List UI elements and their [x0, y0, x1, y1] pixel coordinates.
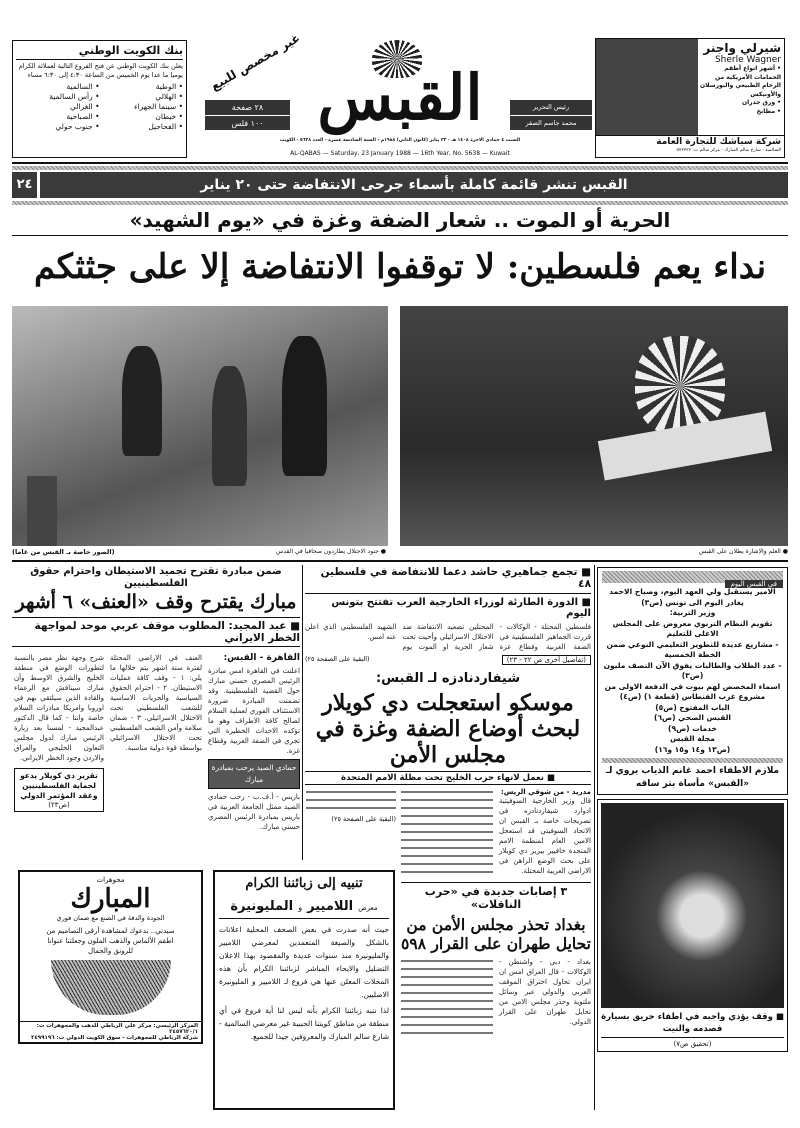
branch-item: • الهلالي — [100, 92, 184, 102]
index-item: مجلة القبس — [670, 734, 715, 743]
branch-item: • الفحاحيل — [100, 122, 184, 132]
logo: القبس — [317, 61, 483, 134]
moscow-strip-text: نعمل لانهاء حرب الخليج تحت مظلة الامم المتحدة — [341, 772, 544, 783]
firefighter-caption: ■ وقف يؤدي واجبه في اطفاء حريق بسيارة فصدمه والنيت — [601, 1011, 784, 1038]
branch-item: • الغزالي — [16, 102, 100, 112]
mubarak-dateline: القاهرة - القبس: — [223, 652, 300, 663]
moscow-body: قال وزير الخارجية السوفيتية ادوارد شيفاردنادزه في تصريحات خاصة بـ القبس ان الاتحاد السوفيتي قد استعجل الامين العام لمنظمة الامم المتحدة خافيير بيريز دي كويلار على بحث الوضع الراهن في الاراضي العربية المحتلة. — [499, 796, 591, 875]
index-item: - عدد الطلاب والطالبات يفوق الآن النصف مليون (ص٣) — [603, 660, 782, 680]
index-item: (ص١٣ و١٤ و١٥ و١٦) — [654, 744, 731, 754]
ad-sherle-image — [596, 39, 698, 136]
index-item: الباب المفتوح (ص٥) — [655, 702, 730, 712]
ad-notice-prefix: معرض — [358, 904, 378, 912]
mubarak-body3: شرح وجهة نظر مصر بالنسبة لتطورات الوضع في منطقة الخليج والشرق الاوسط وأن مبارك سيناقش مع الزعماء والقادة الذين سيلتقي بهم في اوروبا وامريكا مبادرات السلام خاصة واننا - كما قال الدكتور عبدالمجيد - لمسنا بعد زيارة الرئيس مبارك لدول مجلس التعاون الخليجي والعراق والاردن وجود الخطر الايراني. — [14, 653, 104, 762]
rally-h1: ■ تجمع جماهيري حاشد دعما للانتفاضة في فلسطين ٤٨ — [320, 566, 591, 590]
box-hammadi — [208, 759, 300, 789]
section-rule — [12, 560, 788, 562]
index-title: في القبس اليوم — [725, 580, 783, 588]
caption-mid: ● جنود الاحتلال يطاردون صحافيا في القدس — [276, 548, 386, 555]
mubarak-col-right — [208, 653, 300, 832]
box-hammadi-body: باريس - أ.ف.ب - رحب حمادي الصيد ممثل الجامعة العربية في باريس بمبادرة الرئيس المصري حسني مبارك. — [208, 792, 300, 831]
branch-item: • جنوب حولي — [16, 122, 100, 132]
rally-h2-text: الدورة الطارئة لوزراء الخارجية العرب تفتتح بتونس اليوم — [331, 597, 591, 619]
caption-right-text: العلم والاشارة يطلان على القبس — [698, 548, 781, 555]
ad-sherle-title-en: Sherle Wagner — [714, 55, 781, 65]
rally-h1-text: تجمع جماهيري حاشد دعما للانتفاضة في فلسطين ٤٨ — [320, 566, 591, 590]
mubarak-sub-text: عبد المجيد: المطلوب موقف عربي موحد لمواجهة الخطر الايراني — [34, 619, 300, 644]
pages-count: ٢٨ صفحة — [205, 100, 290, 116]
firefighter-caption-text: وقف يؤدي واجبه في اطفاء حريق بسيارة فصدمه والنيت — [601, 1012, 773, 1034]
baghdad-body: بغداد - دبي - واشنطن - الوكالات - قال العراق امس ان ايران تحاول اختراق الموقف العربي والدولي عبر وسائل ملتوية وحذر مجلس الامن من تحايل طهران على القرار الدولي. — [499, 958, 591, 1027]
divider-hatch — [12, 166, 788, 170]
divider-hatch — [12, 201, 788, 205]
baghdad-text-block — [401, 957, 493, 1037]
moscow-text-block — [401, 788, 493, 878]
ad-bank-title: بنك الكويت الوطني — [16, 44, 183, 60]
date-line-en: AL-QABAS — Saturday, 23 January 1988 — 16th Year, No. 5638 — Kuwait — [290, 150, 510, 157]
masthead-rule — [12, 162, 788, 164]
price: ١٠٠ فلس — [231, 119, 264, 128]
ad-bank-body: يعلن بنك الكويت الوطني عن فتح الفروع التالية لعملائه الكرام يوميا ما عدا يوم الخميس من الساعة ٤:٣٠ إلى ٦:٣٠ مساء — [18, 62, 183, 79]
moscow-dateline: مدريد - من شوقي الريس: — [500, 787, 591, 796]
lead-headline: نداء يعم فلسطين: لا توقفوا الانتفاضة إلا على جثثكم — [33, 247, 767, 287]
ad-sherle-title-ar: شيرلي واجنر — [703, 41, 781, 55]
firefighter-box — [597, 799, 788, 1052]
moscow-cont: (البقية على الصفحة ٢٥) — [331, 814, 396, 823]
box-report-title: تقرير دي كويلار يدعو لحماية الفلسطينيين وعقد المؤتمر الدولي — [20, 770, 98, 800]
branch-item: • سينما الجهراء — [100, 102, 184, 112]
photo-firefighter — [601, 803, 784, 1008]
banner-page-ref: ٢٤ — [12, 172, 37, 198]
ad-mubarak-addr2: شركة الرباطي للمجوهرات - سوق الكويت الدولي ت: ٢٤٩٩١٩٦ — [31, 1035, 198, 1041]
branch-item: • السالمية — [16, 82, 100, 92]
banner-text: القبس تنشر قائمة كاملة بأسماء جرحى الانتفاضة حتى ٢٠ يناير — [200, 177, 628, 193]
caption-mid-text: جنود الاحتلال يطاردون صحافيا في القدس — [276, 548, 379, 555]
ad-notice-body: حيث أنه صدرت في بعض الصحف المحلية اعلانات بالشكل والصيغة المتعمدين لمعرضي اللاميير والمليونيرة منذ سنوات عديدة والمقصود بهذا الاعلان التضليل والايحاء المباشر لزبائننا الكرام بأن هذه المحلات المعلن عنها هي فروع لـ اللاميير و المليونيرة الاصليين. — [219, 925, 389, 999]
rally-cont: (البقية على الصفحة ٢٥) — [305, 655, 370, 663]
ad-bank — [12, 40, 187, 158]
baghdad-headline: بغداد تحذر مجلس الأمن من تحايل طهران على القرار ٥٩٨ — [401, 915, 591, 954]
ad-sherle-company: شركة سباشك للتجارة العامة — [656, 137, 781, 147]
moscow-body-col — [499, 788, 591, 876]
index-item: وزير التربية: — [669, 608, 716, 617]
editor-title: رئيس التحرير — [510, 100, 592, 116]
firefighter-headline: ملازم الاطفاء احمد غانم الذياب يروي لـ «القبس» مأساة بتر ساقه — [605, 766, 780, 789]
not-for-sale-stamp: غير مخصص للبيع — [208, 30, 303, 94]
mubarak-body2: العنف في الاراضي المحتلة لفترة ستة اشهر يتم خلالها ما يلي: ١ - وقف كافة عمليات الاستيطان. ٢ - احترام الحقوق السياسية والحريات الاساسية للشعب الفلسطيني تحت الاحتلال الاسرائيلي. ٣ - ضمان سلامة وأمن الشعب الفلسطيني تحت الاحتلال الاسرائيلي بواسطة قوة دولية مناسبة. — [110, 653, 202, 752]
index-item: خدمات (ص٩) — [668, 723, 717, 733]
ad-notice — [213, 870, 395, 1110]
ad-notice-body2: لذا ننبه زبائننا الكرام بأنه ليس لنا أية فروع في أي منطقة من مناطق كويتنا الحبيبة غير معرضي السالمية - شارع سالم المبارك والمعروفين جيدا للجميع. — [219, 1006, 389, 1041]
ad-sherle-item: • أشهر انواع أطقم الحمامات الأمريكية من الرخام الطبيعي والبورسلان والأونيكس — [699, 65, 781, 99]
caption-photo-credit: (الصور خاصة بـ القبس من غاما) — [12, 548, 115, 556]
branch-item: • رأس السالمية — [16, 92, 100, 102]
rally-body: فلسطين المحتلة - الوكالات - قررت الجماهير الفلسطينية في الضفة الغربية وقطاع غزة المحتلين تصعيد الانتفاضة ضد الاحتلال الاسرائيلي وأحيت تحت شعار الحرية او الموت يوم الشهيد الفلسطيني الذي اعلن عنه امس. — [305, 623, 591, 651]
firefighter-ref: (تحقيق ص٧) — [673, 1040, 712, 1048]
ad-notice-brand2: المليونيرة — [230, 899, 294, 914]
column-rule — [302, 565, 303, 860]
price-box — [205, 100, 290, 130]
box-hammadi-title: حمادي الصيد يرحب بمبادرة مبارك — [211, 762, 297, 784]
ad-notice-brand1: اللاميير — [307, 899, 354, 914]
baghdad-kicker: ٣ إصابات جديدة في «حرب الناقلات» — [401, 882, 591, 911]
mubarak-headline: مبارك يقترح وقف «العنف» ٦ أشهر — [15, 591, 297, 613]
branch-item: • خيطان — [100, 112, 184, 122]
editor-box — [510, 100, 592, 130]
right-region — [597, 567, 788, 1052]
ad-sherle-wagner — [595, 38, 785, 158]
mubarak-col-left — [14, 653, 104, 812]
ad-mubarak-body: سيدتي.. ندعوك لمشاهدة أرقى التصاميم من اطقم الألماس والذهب الملون وجعلتنا عنوانا للرونق والجمال — [46, 927, 175, 955]
ad-sherle-item: • مطابخ — [699, 108, 781, 117]
ad-notice-title: تنبيه إلى زبائننا الكرام — [245, 876, 363, 891]
moscow-text-block — [306, 788, 396, 812]
rally-h2: ■ الدورة الطارئة لوزراء الخارجية العرب تفتتح بتونس اليوم — [305, 593, 591, 619]
mubarak-sub: ■ عبد المجيد: المطلوب موقف عربي موحد لمواجهة الخطر الايراني — [12, 617, 300, 647]
box-report-ref: (ص٢٣) — [48, 800, 70, 809]
rally-ref: (تفاصيل أخرى ص ٢٢ - ٢٣) — [502, 655, 591, 665]
ad-notice-and: و — [298, 903, 303, 912]
date-line-ar: السبت ٤ جمادى الاخرة ١٤٠٨ هـ - ٢٣ يناير (كانون الثاني) ١٩٨٨م - السنة السادسة عشرة - العدد ٥٦٣٨ - الكويت — [279, 138, 521, 143]
ad-sherle-item: • ورق جدران — [699, 99, 781, 108]
banner — [40, 172, 788, 198]
index-item: القبس الصحي (ص٦) — [654, 713, 731, 722]
index-items — [602, 587, 783, 755]
lead-kicker: الحرية أو الموت .. شعار الضفة وغزة في «يوم الشهيد» — [12, 209, 788, 236]
index-item: تقويم النظام التربوي معروض على المجلس الاعلى للتعليم — [612, 618, 773, 638]
index-box — [597, 567, 788, 795]
index-item: - مشاريع عديدة للتطوير التعليمي النوعي ضمن الخطة الخمسية — [606, 639, 779, 659]
index-item: اسماء المخصص لهم بيوت في الدفعة الاولى من مشروع غرب الفنطاس (قطعة ١) (ص٤) — [604, 681, 781, 701]
ad-mubarak-brand: المبارك — [70, 884, 151, 914]
column-rule — [594, 565, 595, 1110]
moscow-strip: ■ نعمل لانهاء حرب الخليج تحت مظلة الامم المتحدة — [305, 771, 591, 785]
moscow-kicker: شيفاردنادزه لـ القبس: — [375, 671, 521, 686]
ad-bank-branches — [16, 82, 183, 132]
branch-item: • الوطية — [100, 82, 184, 92]
photo-jerusalem-soldiers — [12, 306, 388, 546]
mubarak-article — [12, 566, 300, 832]
necklace-icon — [51, 960, 171, 1015]
ad-mubarak-addr1: المركز الرئيسي: مركز علي الرباطي للذهب والمجوهرات ت: ٢٤٥٧٦٢٠/١ — [36, 1023, 198, 1035]
ad-mubarak-jewelry — [18, 870, 203, 1044]
box-report — [14, 768, 104, 812]
mubarak-kicker: ضمن مبادرة تقترح تجميد الاستيطان واحترام حقوق الفلسطينيين — [30, 566, 282, 589]
ad-mubarak-kicker: مجوهرات — [96, 876, 125, 884]
caption-right: ● العلم والاشارة يطلان على القبس — [698, 548, 788, 555]
mubarak-body1: اعلنت في القاهرة امس مبادرة الرئيس المصري حسني مبارك حول القضية الفلسطينية. وقد تضمنت المبادرة ضرورة الاستئناف الفوري لعملية السلام لصالح كافة الاطراف وهو ما تؤكده الاحداث الخطيرة التي تجري في الضفة الغربية وقطاع غزة. — [208, 666, 300, 755]
moscow-headline: موسكو استعجلت دي كويلار لبحث أوضاع الضفة وغزة في مجلس الأمن — [315, 689, 581, 768]
branch-item: • الصباحية — [16, 112, 100, 122]
ad-sherle-items — [699, 65, 781, 116]
ad-sherle-address: السالمية - شارع سالم المبارك - مركز سالم ت: ٥٧٢٢٢٢ — [676, 148, 781, 153]
ad-mubarak-tagline: الجودة والدقة في الصنع مع ضمان فوري — [56, 914, 165, 922]
photo-keffiyeh-victory — [400, 306, 788, 546]
editor-name: محمد جاسم الصقر — [525, 119, 577, 127]
index-item: الامير يستقبل ولي العهد اليوم، وصباح الاحمد يغادر اليوم الى تونس (ص٣) — [609, 587, 776, 607]
